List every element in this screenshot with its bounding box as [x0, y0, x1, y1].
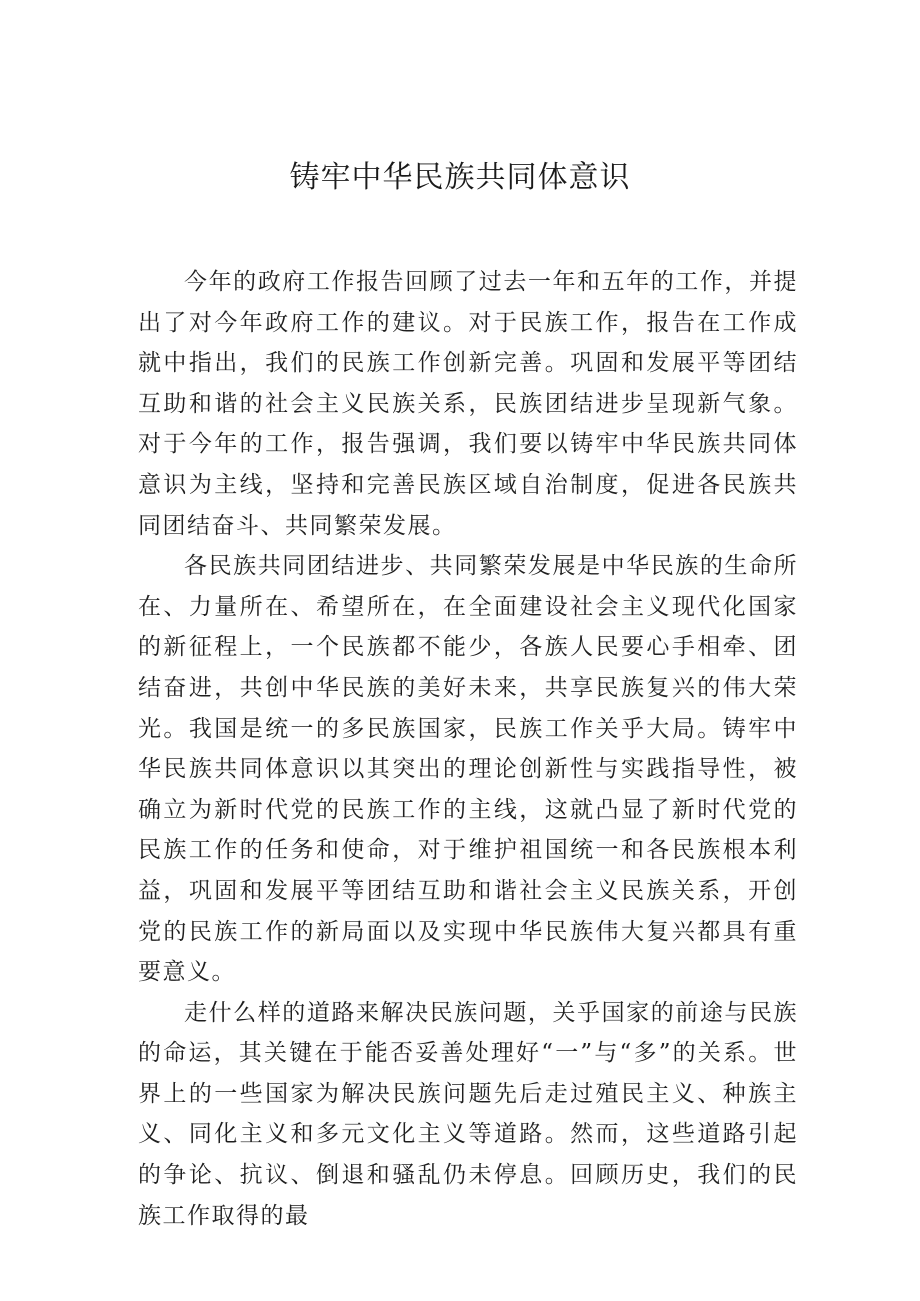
document-title: 铸牢中华民族共同体意识	[289, 160, 631, 195]
paragraph-1: 今年的政府工作报告回顾了过去一年和五年的工作，并提出了对今年政府工作的建议。对于民族工作，报告在工作成就中指出，我们的民族工作创新完善。巩固和发展平等团结互助和谐的社会主义民族关系，民族团结进步呈现新气象。对于今年的工作，报告强调，我们要以铸牢中华民族共同体意识为主线，坚持和完善民族区域自治制度，促进各民族共同团结奋斗、共同繁荣发展。	[138, 269, 798, 539]
document-body	[138, 262, 798, 1236]
paragraph-3: 走什么样的道路来解决民族问题，关乎国家的前途与民族的命运，其关键在于能否妥善处理好“一”与“多”的关系。世界上的一些国家为解决民族问题先后走过殖民主义、种族主义、同化主义和多元文化主义等道路。然而，这些道路引起的争论、抗议、倒退和骚乱仍未停息。回顾历史，我们的民族工作取得的最	[138, 999, 798, 1229]
paragraph-2: 各民族共同团结进步、共同繁荣发展是中华民族的生命所在、力量所在、希望所在，在全面建设社会主义现代化国家的新征程上，一个民族都不能少，各族人民要心手相牵、团结奋进，共创中华民族的美好未来，共享民族复兴的伟大荣光。我国是统一的多民族国家，民族工作关乎大局。铸牢中华民族共同体意识以其突出的理论创新性与实践指导性，被确立为新时代党的民族工作的主线，这就凸显了新时代党的民族工作的任务和使命，对于维护祖国统一和各民族根本利益，巩固和发展平等团结互助和谐社会主义民族关系，开创党的民族工作的新局面以及实现中华民族伟大复兴都具有重要意义。	[138, 553, 798, 986]
